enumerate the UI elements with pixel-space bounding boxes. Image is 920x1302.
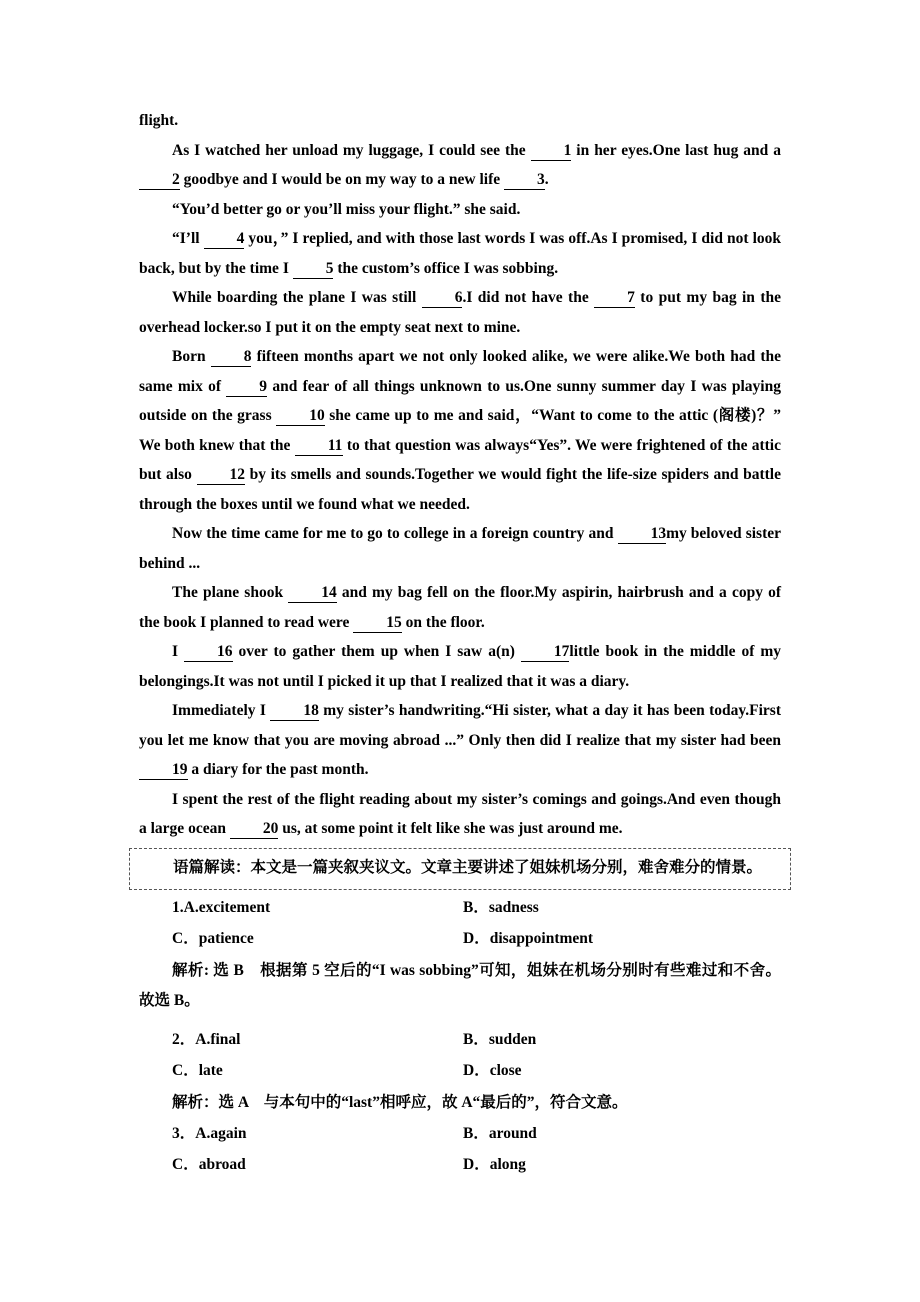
question-1-row-1: [139, 892, 781, 923]
blank-6: 6: [422, 289, 463, 308]
blank-14: 14: [288, 584, 337, 603]
blank-18: 18: [270, 702, 319, 721]
question-3-row-1: [139, 1118, 781, 1149]
summary-text: 语篇解读：本文是一篇夹叙夹议文。文章主要讲述了姐妹机场分别，难舍难分的情景。: [173, 858, 763, 876]
blank-19: 19: [139, 761, 188, 780]
blank-8: 8: [211, 348, 252, 367]
paragraph-3: “I’ll 4 you，” I replied, and with those last words I was off.As I promised, I did not look back, but by the time I 5 the custom’s office I was sobbing.: [139, 230, 781, 277]
option-c: C．abroad: [172, 1155, 246, 1173]
blank-10: 10: [276, 407, 325, 426]
blank-20: 20: [230, 820, 279, 839]
blank-1: 1: [531, 142, 572, 161]
paragraph-9: Immediately I 18 my sister’s handwriting.“Hi sister, what a day it has been today.First you let me know that you are moving abroad ...” Only then did I realize that my sister had been 19 a diary for the past month.: [139, 702, 781, 778]
blank-7: 7: [594, 289, 635, 308]
option-a: 3．A.again: [172, 1124, 247, 1142]
option-b: B．around: [463, 1124, 537, 1142]
option-a: 1.A.excitement: [172, 898, 271, 916]
paragraph-4: While boarding the plane I was still 6.I did not have the 7 to put my bag in the overhead locker.so I put it on the empty seat next to mine.: [139, 289, 781, 336]
option-c: C．late: [172, 1061, 223, 1079]
blank-16: 16: [184, 643, 233, 662]
blank-11: 11: [295, 437, 343, 456]
blank-2: 2: [139, 171, 180, 190]
option-b: B．sudden: [463, 1030, 537, 1048]
paragraph-6: Now the time came for me to go to college in a foreign country and 13my beloved sister behind ...: [139, 525, 781, 572]
option-b: B．sadness: [463, 898, 539, 916]
paragraph-1: As I watched her unload my luggage, I could see the 1 in her eyes.One last hug and a 2 goodbye and I would be on my way to a new life 3.: [139, 136, 781, 195]
paragraph-8: I 16 over to gather them up when I saw a(n) 17little book in the middle of my belongings.It was not until I picked it up that I realized that it was a diary.: [139, 643, 782, 690]
passage-line: flight.: [139, 112, 179, 129]
paragraph-7: The plane shook 14 and my bag fell on the floor.My aspirin, hairbrush and a copy of the book I planned to read were 15 on the floor.: [139, 584, 781, 631]
option-d: D．close: [463, 1061, 522, 1079]
paragraph-5: Born 8 fifteen months apart we not only looked alike, we were alike.We both had the same mix of 9 and fear of all things unknown to us.One sunny summer day I was playing outside on the grass 10 she came up to me and said，“Want to come to the attic (阁楼)？” We both knew that the 11 to that question was always“Yes”. We were frightened of the attic but also 12 by its smells and sounds.Together we would fight the life-size spiders and battle through the boxes until we found what we needed.: [139, 348, 781, 513]
question-2-row-2: [139, 1055, 781, 1086]
question-3-row-2: [139, 1149, 781, 1180]
document-page: [139, 106, 781, 1180]
blank-5: 5: [293, 260, 334, 279]
question-2-row-1: [139, 1024, 781, 1055]
analysis-1: 解析: 选 B 根据第 5 空后的“I was sobbing”可知，姐妹在机场分别时有些难过和不舍。故选 B。: [139, 961, 781, 1009]
option-d: D．disappointment: [463, 929, 594, 947]
option-d: D．along: [463, 1155, 526, 1173]
question-1-row-2: [139, 923, 781, 954]
paragraph-10: I spent the rest of the flight reading about my sister’s comings and goings.And even though a large ocean 20 us, at some point it felt like she was just around me.: [139, 790, 781, 837]
summary-box: [129, 848, 791, 890]
blank-15: 15: [353, 614, 402, 633]
option-c: C．patience: [172, 929, 254, 947]
blank-3: 3: [504, 171, 545, 190]
blank-13: 13: [618, 525, 667, 544]
blank-4: 4: [204, 230, 245, 249]
blank-12: 12: [197, 466, 246, 485]
analysis-2: 解析：选 A 与本句中的“last”相呼应，故 A“最后的”，符合文意。: [172, 1093, 628, 1111]
blank-9: 9: [226, 378, 267, 397]
blank-17: 17: [521, 643, 570, 662]
option-a: 2．A.final: [172, 1030, 241, 1048]
paragraph-2: “You’d better go or you’ll miss your flight.” she said.: [172, 200, 521, 218]
